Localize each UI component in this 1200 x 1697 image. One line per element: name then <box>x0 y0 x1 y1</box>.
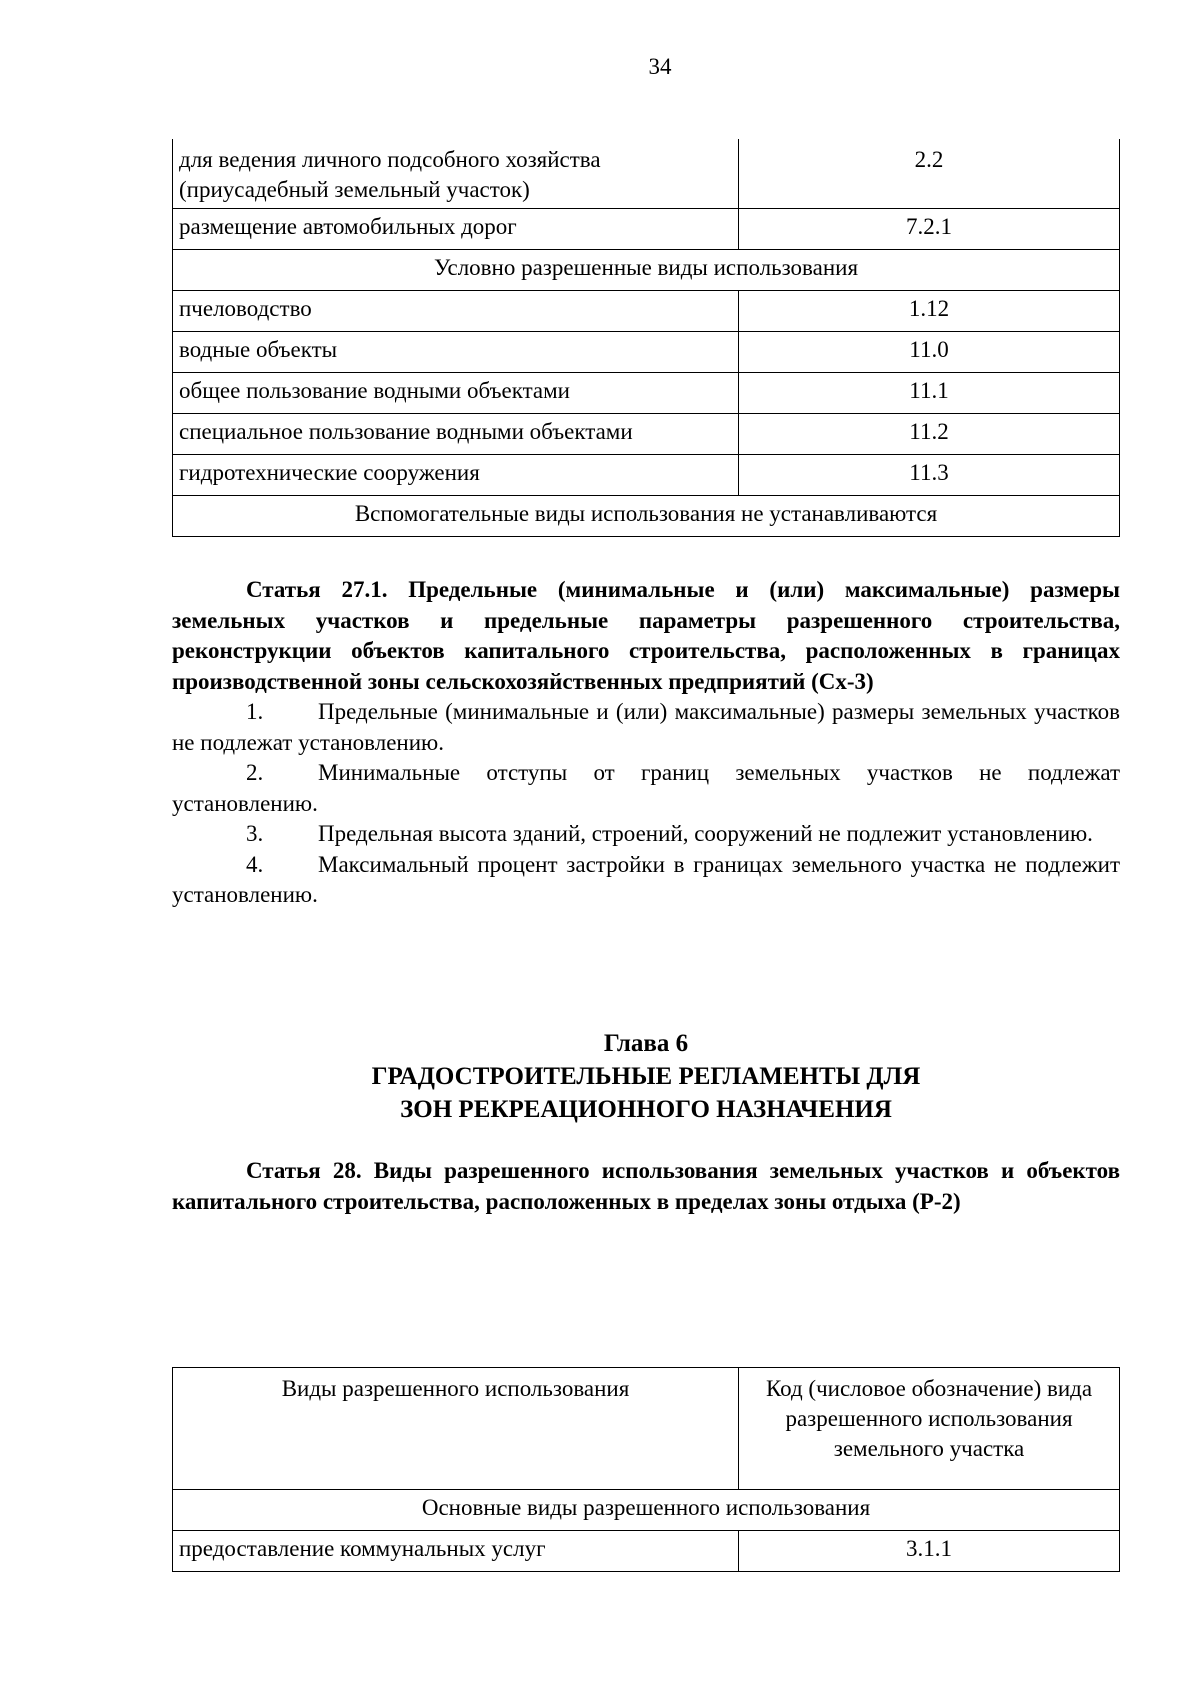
use-name-cell: пчеловодство <box>173 291 739 332</box>
article-item <box>172 850 1120 911</box>
article-28 <box>172 1156 1120 1217</box>
table-row <box>173 291 1120 332</box>
table-row <box>173 373 1120 414</box>
use-name-cell: предоставление коммунальных услуг <box>173 1531 739 1572</box>
column-header-code: Код (числовое обозначение) вида разрешенного использования земельного участка <box>739 1368 1120 1490</box>
article-27-1 <box>172 575 1120 911</box>
item-number: 3. <box>246 821 264 846</box>
use-code-cell: 11.2 <box>739 414 1120 455</box>
use-name-cell: гидротехнические сооружения <box>173 455 739 496</box>
article-item <box>172 758 1120 819</box>
chapter-title-line-2: ЗОН РЕКРЕАЦИОННОГО НАЗНАЧЕНИЯ <box>400 1096 892 1123</box>
chapter-title-line-1: ГРАДОСТРОИТЕЛЬНЫЕ РЕГЛАМЕНТЫ ДЛЯ <box>371 1063 921 1090</box>
article-item <box>172 819 1120 850</box>
use-code-cell: 7.2.1 <box>739 209 1120 250</box>
column-header-uses: Виды разрешенного использования <box>173 1368 739 1490</box>
chapter-heading <box>172 1027 1120 1126</box>
item-text: Предельная высота зданий, строений, сооружений не подлежит установлению. <box>318 821 1093 846</box>
use-code-cell: 3.1.1 <box>739 1531 1120 1572</box>
item-number: 2. <box>246 760 264 785</box>
item-number: 1. <box>246 699 264 724</box>
table-row <box>173 455 1120 496</box>
chapter-label: Глава 6 <box>603 1030 689 1057</box>
article-item <box>172 697 1120 758</box>
section-header-auxiliary: Вспомогательные виды использования не устанавливаются <box>173 496 1120 537</box>
article-title: Статья 27.1. Предельные (минимальные и (или) максимальные) размеры земельных участков и предельные параметры разрешенного строительства, реконструкции объектов капитального строительства, расположенных в границах производственной зоны сельскохозяйственных предприятий (Сх-3) <box>172 577 1120 694</box>
use-name-cell: для ведения личного подсобного хозяйства (приусадебный земельный участок) <box>173 139 739 209</box>
table-row <box>173 209 1120 250</box>
item-text: Минимальные отступы от границ земельных участков не подлежат установлению. <box>172 760 1120 816</box>
section-row-main <box>173 1490 1120 1531</box>
use-code-cell: 11.1 <box>739 373 1120 414</box>
use-name-cell: водные объекты <box>173 332 739 373</box>
table-row <box>173 332 1120 373</box>
table-row <box>173 139 1120 209</box>
use-name-cell: размещение автомобильных дорог <box>173 209 739 250</box>
article-title: Статья 28. Виды разрешенного использования земельных участков и объектов капитального строительства, расположенных в пределах зоны отдыха (Р-2) <box>172 1158 1120 1214</box>
section-header-conditional: Условно разрешенные виды использования <box>173 250 1120 291</box>
use-code-cell: 1.12 <box>739 291 1120 332</box>
table-row <box>173 1531 1120 1572</box>
use-name-cell: специальное пользование водными объектами <box>173 414 739 455</box>
item-number: 4. <box>246 851 264 877</box>
use-code-cell: 11.0 <box>739 332 1120 373</box>
use-name-cell: общее пользование водными объектами <box>173 373 739 414</box>
permitted-uses-table-r2 <box>172 1367 1120 1572</box>
item-text: Максимальный процент застройки в границах земельного участка не подлежит установлению. <box>172 851 1120 907</box>
table-header-row <box>173 1368 1120 1490</box>
section-row-conditional <box>173 250 1120 291</box>
item-text: Предельные (минимальные и (или) максимальные) размеры земельных участков не подлежат установлению. <box>172 699 1120 755</box>
use-code-cell: 11.3 <box>739 455 1120 496</box>
section-row-auxiliary <box>173 496 1120 537</box>
use-code-cell: 2.2 <box>739 139 1120 209</box>
table-row <box>173 414 1120 455</box>
section-header-main: Основные виды разрешенного использования <box>173 1490 1120 1531</box>
permitted-uses-table-continued <box>172 139 1120 537</box>
